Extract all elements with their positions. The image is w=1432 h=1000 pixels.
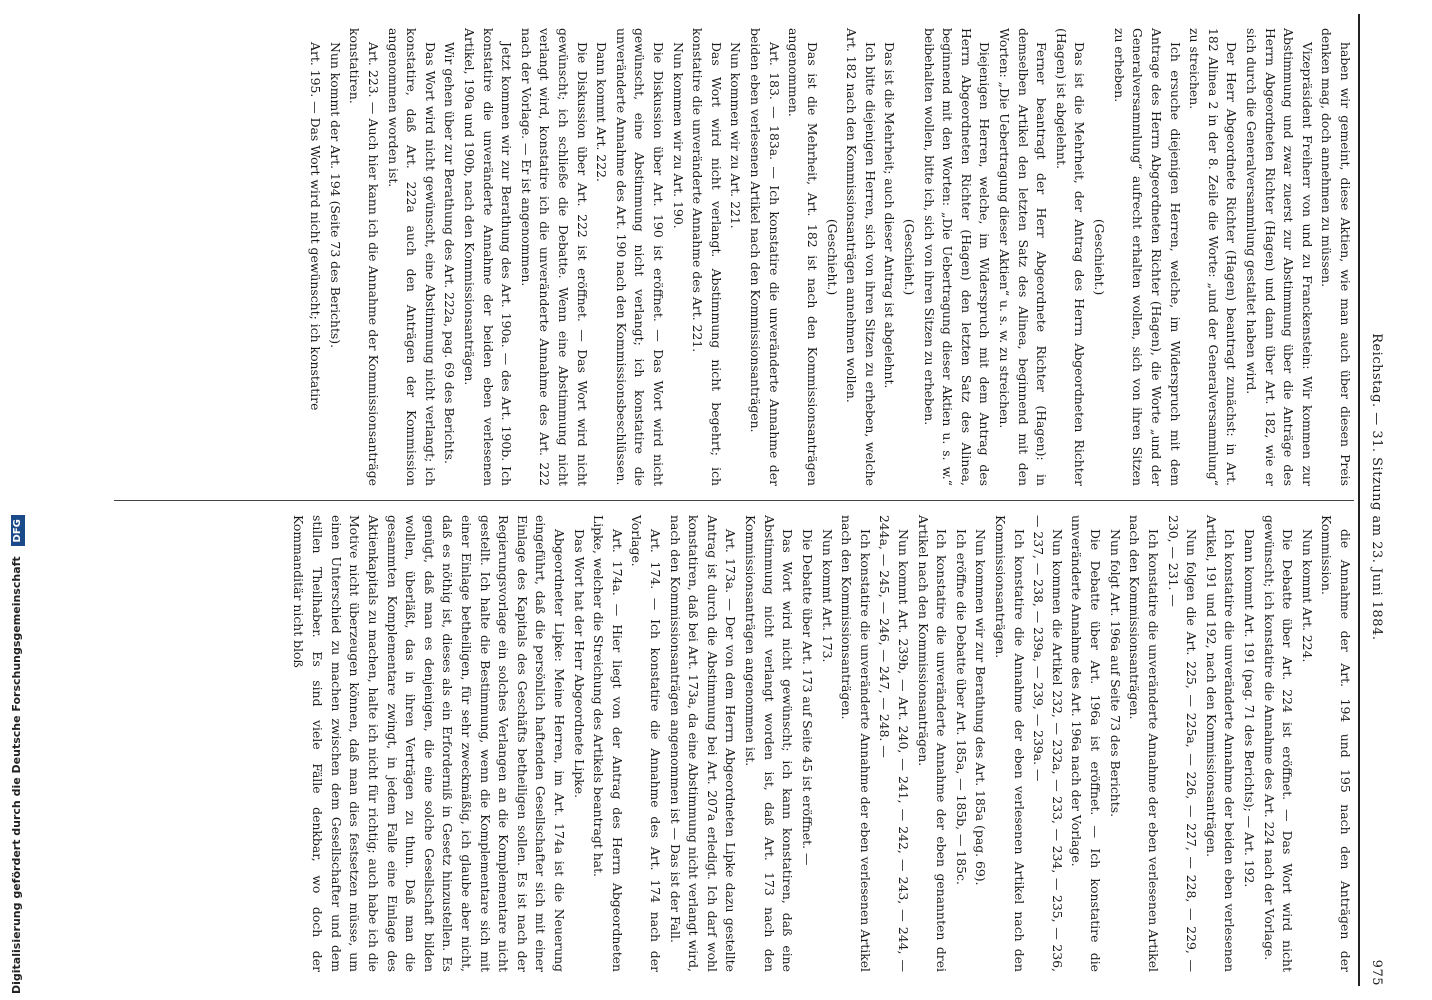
paragraph: Nun kommen wir zur Berathung des Art. 185a (pag. 69).: [973, 529, 989, 886]
paragraph: Wir gehen über zur Berathung des Art. 222a, pag. 69 des Berichts.: [442, 42, 458, 464]
dfg-logo: DFG: [11, 515, 25, 546]
paragraph: Ich konstatire die unveränderte Annahme der eben genannten drei Artikel nach den Kommissionsanträgen.: [915, 515, 950, 972]
paragraph: Nun kommen die Artikel 232, — 232a, — 233, — 234, — 235, — 236, — 237, — 238, — 239a, — 239, — 239a. —: [1031, 515, 1065, 972]
paragraph: Nun kommt Art. 239b, — Art. 240, — 241, — 242, — 243, — 244, — 244a, — 245, — 246, — 247, — 248. —: [877, 515, 911, 972]
paragraph: Das ist die Mehrheit, Art. 182 ist nach den Kommissionsanträgen angenommen.: [786, 28, 820, 486]
paragraph: Jetzt kommen wir zur Berathung des Art. 190a. — des Art. 190b. Ich konstatire die unveränderte Annahme der beiden eben verlesenen Artikel, 190a und 190b, nach den Kommissionsanträgen.: [461, 28, 515, 486]
digitization-credit: [10, 515, 25, 994]
paragraph: Die Diskussion über Art. 222 ist eröffnet. — Das Wort wird nicht gewünscht; ich schließe die Debatte. Wenn eine Abstimmung nicht verlangt wird, konstatire ich die unveränderte Annahme des Art. 222 nach der Vorlage. — Er ist angenommen.: [518, 28, 590, 486]
paragraph: Art. 223. — Auch hier kann ich die Annahme der Kommissionsanträge konstatiren.: [347, 28, 381, 486]
paragraph: Dann kommt Art. 191 (pag. 71 des Berichts); — Art. 192.: [1241, 529, 1257, 888]
paragraph: Dann kommt Art. 222.: [594, 42, 610, 182]
paragraph: Art. 174. — Ich konstatire die Annahme des Art. 174 nach der Vorlage.: [629, 515, 664, 972]
paragraph: Nun folgt Art. 196a auf Seite 73 des Berichts.: [1107, 529, 1123, 818]
paragraph: Das Wort wird nicht gewünscht, eine Abstimmung nicht verlangt; ich konstatire, daß Art. 222a auch den Anträgen der Kommission angenommen worden ist.: [385, 28, 438, 486]
paragraph: Art. 183. — 183a. — Ich konstatire die unveränderte Annahme der beiden eben verlesenen Artikel nach den Kommissionsanträgen.: [748, 28, 782, 486]
credit-text: Digitalisierung gefördert durch die Deutsche Forschungsgemeinschaft: [10, 556, 23, 994]
paragraph: Nun kommen wir zu Art. 221.: [728, 42, 744, 229]
paragraph: Die Diskussion über Art. 190 ist eröffnet. — Das Wort wird nicht gewünscht, eine Abstimmung nicht verlangt; ich konstatire die unveränderte Annahme des Art. 190 nach den Kommissionsbeschlüssen.: [613, 28, 667, 486]
paragraph: Art. 173a. — Der von dem Herrn Abgeordneten Lipke dazu gestellte Antrag ist durch die Abstimmung bei Art. 207a erledigt. Ich darf wohl konstatiren, daß bei Art. 173a, da eine Abstimmung nicht verlangt wird, nach den Kommissionsanträgen angenommen ist — Das ist der Fall.: [667, 515, 739, 972]
paragraph: Das ist die Mehrheit, der Antrag des Herrn Abgeordneten Richter (Hagen) ist abgelehnt.: [1053, 28, 1088, 486]
right-column: [114, 500, 1354, 986]
paragraph: Ich konstatire die unveränderte Annahme der beiden eben verlesenen Artikel, 191 und 192, nach den Kommissionsanträgen.: [1203, 515, 1238, 972]
document-page: [102, 0, 1392, 1000]
left-column: [114, 14, 1354, 500]
paragraph: Die Debatte über Art. 224 ist eröffnet. — Das Wort wird nicht gewünscht; ich konstatire die Annahme des Art. 224 nach der Vorlage.: [1261, 515, 1296, 972]
paragraph: Das Wort hat der Herr Abgeordnete Lipke.: [571, 529, 587, 799]
paragraph: Der Herr Abgeordnete Richter (Hagen) beantragt zunächst: in Art. 182 Alinea 2 in der 8. Zeile die Worte: „und der Generalversammlung“ zu streichen.: [1187, 28, 1240, 486]
paragraph: Nun folgen die Art. 225, — 225a, — 226, — 227, — 228, — 229, — 230, — 231. —: [1165, 515, 1200, 972]
paragraph: Abgeordneter Lipke: Meine Herren, im Art. 174a ist die Neuerung eingeführt, daß die persönlich haftenden Gesellschafter sich mit einer Einlage des Kapitals des Geschäfts betheiligen sollen. Es ist nach der Regierungsvorlage ein solches Verlangen an die Komplementare nicht gestellt. Ich halte die Bestimmung, wenn die Komplementare sich mit einer Einlage betheiligen, für sehr zweckmäßig, ich glaube aber nicht, daß es nöthig ist, dieses als ein Erforderniß in Gesetz hinzustellen. Es genügt, daß man es denjenigen, die eine solche Gesellschaft bilden wollen, überläßt, das in ihren Verträgen zu thun. Daß man die gesammten Komplementare zwingt, in jedem Falle eine Einlage des Aktienkapitals zu machen, halte ich nicht für richtig; auch habe ich die Motive nicht überzeugen können, daß man dies festsetzen müsse, um einen Unterschied zu machen zwischen dem Gesellschafter und dem stillen Theilhaber. Es sind viele Fälle denkbar, wo doch der Kommanditär nicht bloß: [291, 515, 568, 972]
paragraph: Ich eröffne die Debatte über Art. 185a, — 185b, — 185c.: [953, 529, 969, 885]
paragraph: Das Wort wird nicht verlangt. Abstimmung nicht begehrt; ich konstatire die unveränderte Annahme des Art. 221.: [690, 28, 724, 486]
paragraph: Nun kommt der Art. 194 (Seite 73 des Berichts).: [327, 42, 343, 349]
header-rule: [1358, 14, 1360, 986]
paragraph: Nun kommt Art. 173.: [819, 529, 835, 663]
paragraph: Ich ersuche diejenigen Herren, welche, im Widerspruch mit dem Antrage des Herrn Abgeordneten Richter (Hagen), die Worte „und der Generalversammlung“ aufrecht erhalten wollen, sich von ihren Sitzen zu erheben.: [1111, 28, 1183, 486]
paragraph: (Geschieht.): [1092, 218, 1108, 296]
paragraph: die Annahme der Art. 194 und 195 nach den Anträgen der Kommission.: [1319, 515, 1353, 972]
page-number: 975: [1369, 959, 1384, 986]
paragraph: Ferner beantragt der Herr Abgeordnete Richter (Hagen): in demselben Artikel den letzten Satz des Alinea, beginnend mit den Worten: „Die Uebertragung dieser Aktien“ u. s. w. zu streichen.: [997, 28, 1050, 486]
paragraph: Ich konstatire die unveränderte Annahme der eben verlesenen Artikel nach den Kommissionsanträgen.: [839, 515, 873, 972]
paragraph: Nun kommen wir zu Art. 190.: [670, 42, 686, 229]
paragraph: haben wir gemeint, diese Aktien, wie man auch über diesen Preis denken mag, doch annehmen zu müssen.: [1319, 28, 1353, 486]
text-columns: [114, 14, 1354, 986]
paragraph: Art. 195. — Das Wort wird nicht gewünscht; ich konstatire: [308, 42, 324, 411]
paragraph: Das ist die Mehrheit; auch dieser Antrag ist abgelehnt.: [882, 42, 898, 389]
paragraph: Die Debatte über Art. 196a ist eröffnet. — Ich konstatire die unveränderte Annahme des Art. 196a nach der Vorlage.: [1069, 515, 1104, 972]
paragraph: Die Debatte über Art. 173 auf Seite 45 ist eröffnet. —: [799, 529, 815, 866]
paragraph: (Geschieht.): [901, 218, 917, 296]
paragraph: Ich konstatire die Annahme der eben verlesenen Artikel nach den Kommissionsanträgen.: [993, 515, 1027, 972]
paragraph: Ich bitte diejenigen Herren, sich von ihren Sitzen zu erheben, welche Art. 182 nach den Kommissionsanträgen annehmen wollen.: [844, 28, 878, 486]
paragraph: Das Wort wird nicht gewünscht; ich kann konstatiren, daß eine Abstimmung nicht verlangt worden ist, daß Art. 173 nach den Kommissionsanträgen angenommen ist.: [743, 515, 796, 972]
paragraph: Diejenigen Herren, welche, im Widerspruch mit dem Antrag des Herrn Abgeordneten Richter (Hagen) den letzten Satz des Alinea, beginnend mit den Worten: „Die Uebertragung dieser Aktien u. s. w.“ beibehalten wollen, bitte ich, sich von ihren Sitzen zu erheben.: [921, 28, 993, 486]
paragraph: (Geschieht.): [824, 218, 840, 296]
paragraph: Art. 174a. — Hier liegt von der Antrag des Herrn Abgeordneten Lipke, welcher die Streichung des Artikels beantragt hat.: [591, 515, 625, 972]
digitization-footer: [0, 0, 36, 1000]
paragraph: Nun kommt Art. 224.: [1299, 529, 1315, 663]
running-head: [1362, 14, 1384, 986]
paragraph: Ich konstatire die unveränderte Annahme der eben verlesenen Artikel nach den Kommissionsanträgen.: [1127, 515, 1161, 972]
paragraph: Vizepräsident Freiherr von und zu Franckenstein: Wir kommen zur Abstimmung und zwar zuerst zur Abstimmung über die Anträge des Herrn Abgeordneten Richter (Hagen) und dann über Art. 182, wie er sich durch die Generalversammlung gestaltet haben wird.: [1243, 28, 1315, 486]
running-head-title: Reichstag. — 31. Sitzung am 23. Juni 1884.: [1369, 333, 1384, 641]
